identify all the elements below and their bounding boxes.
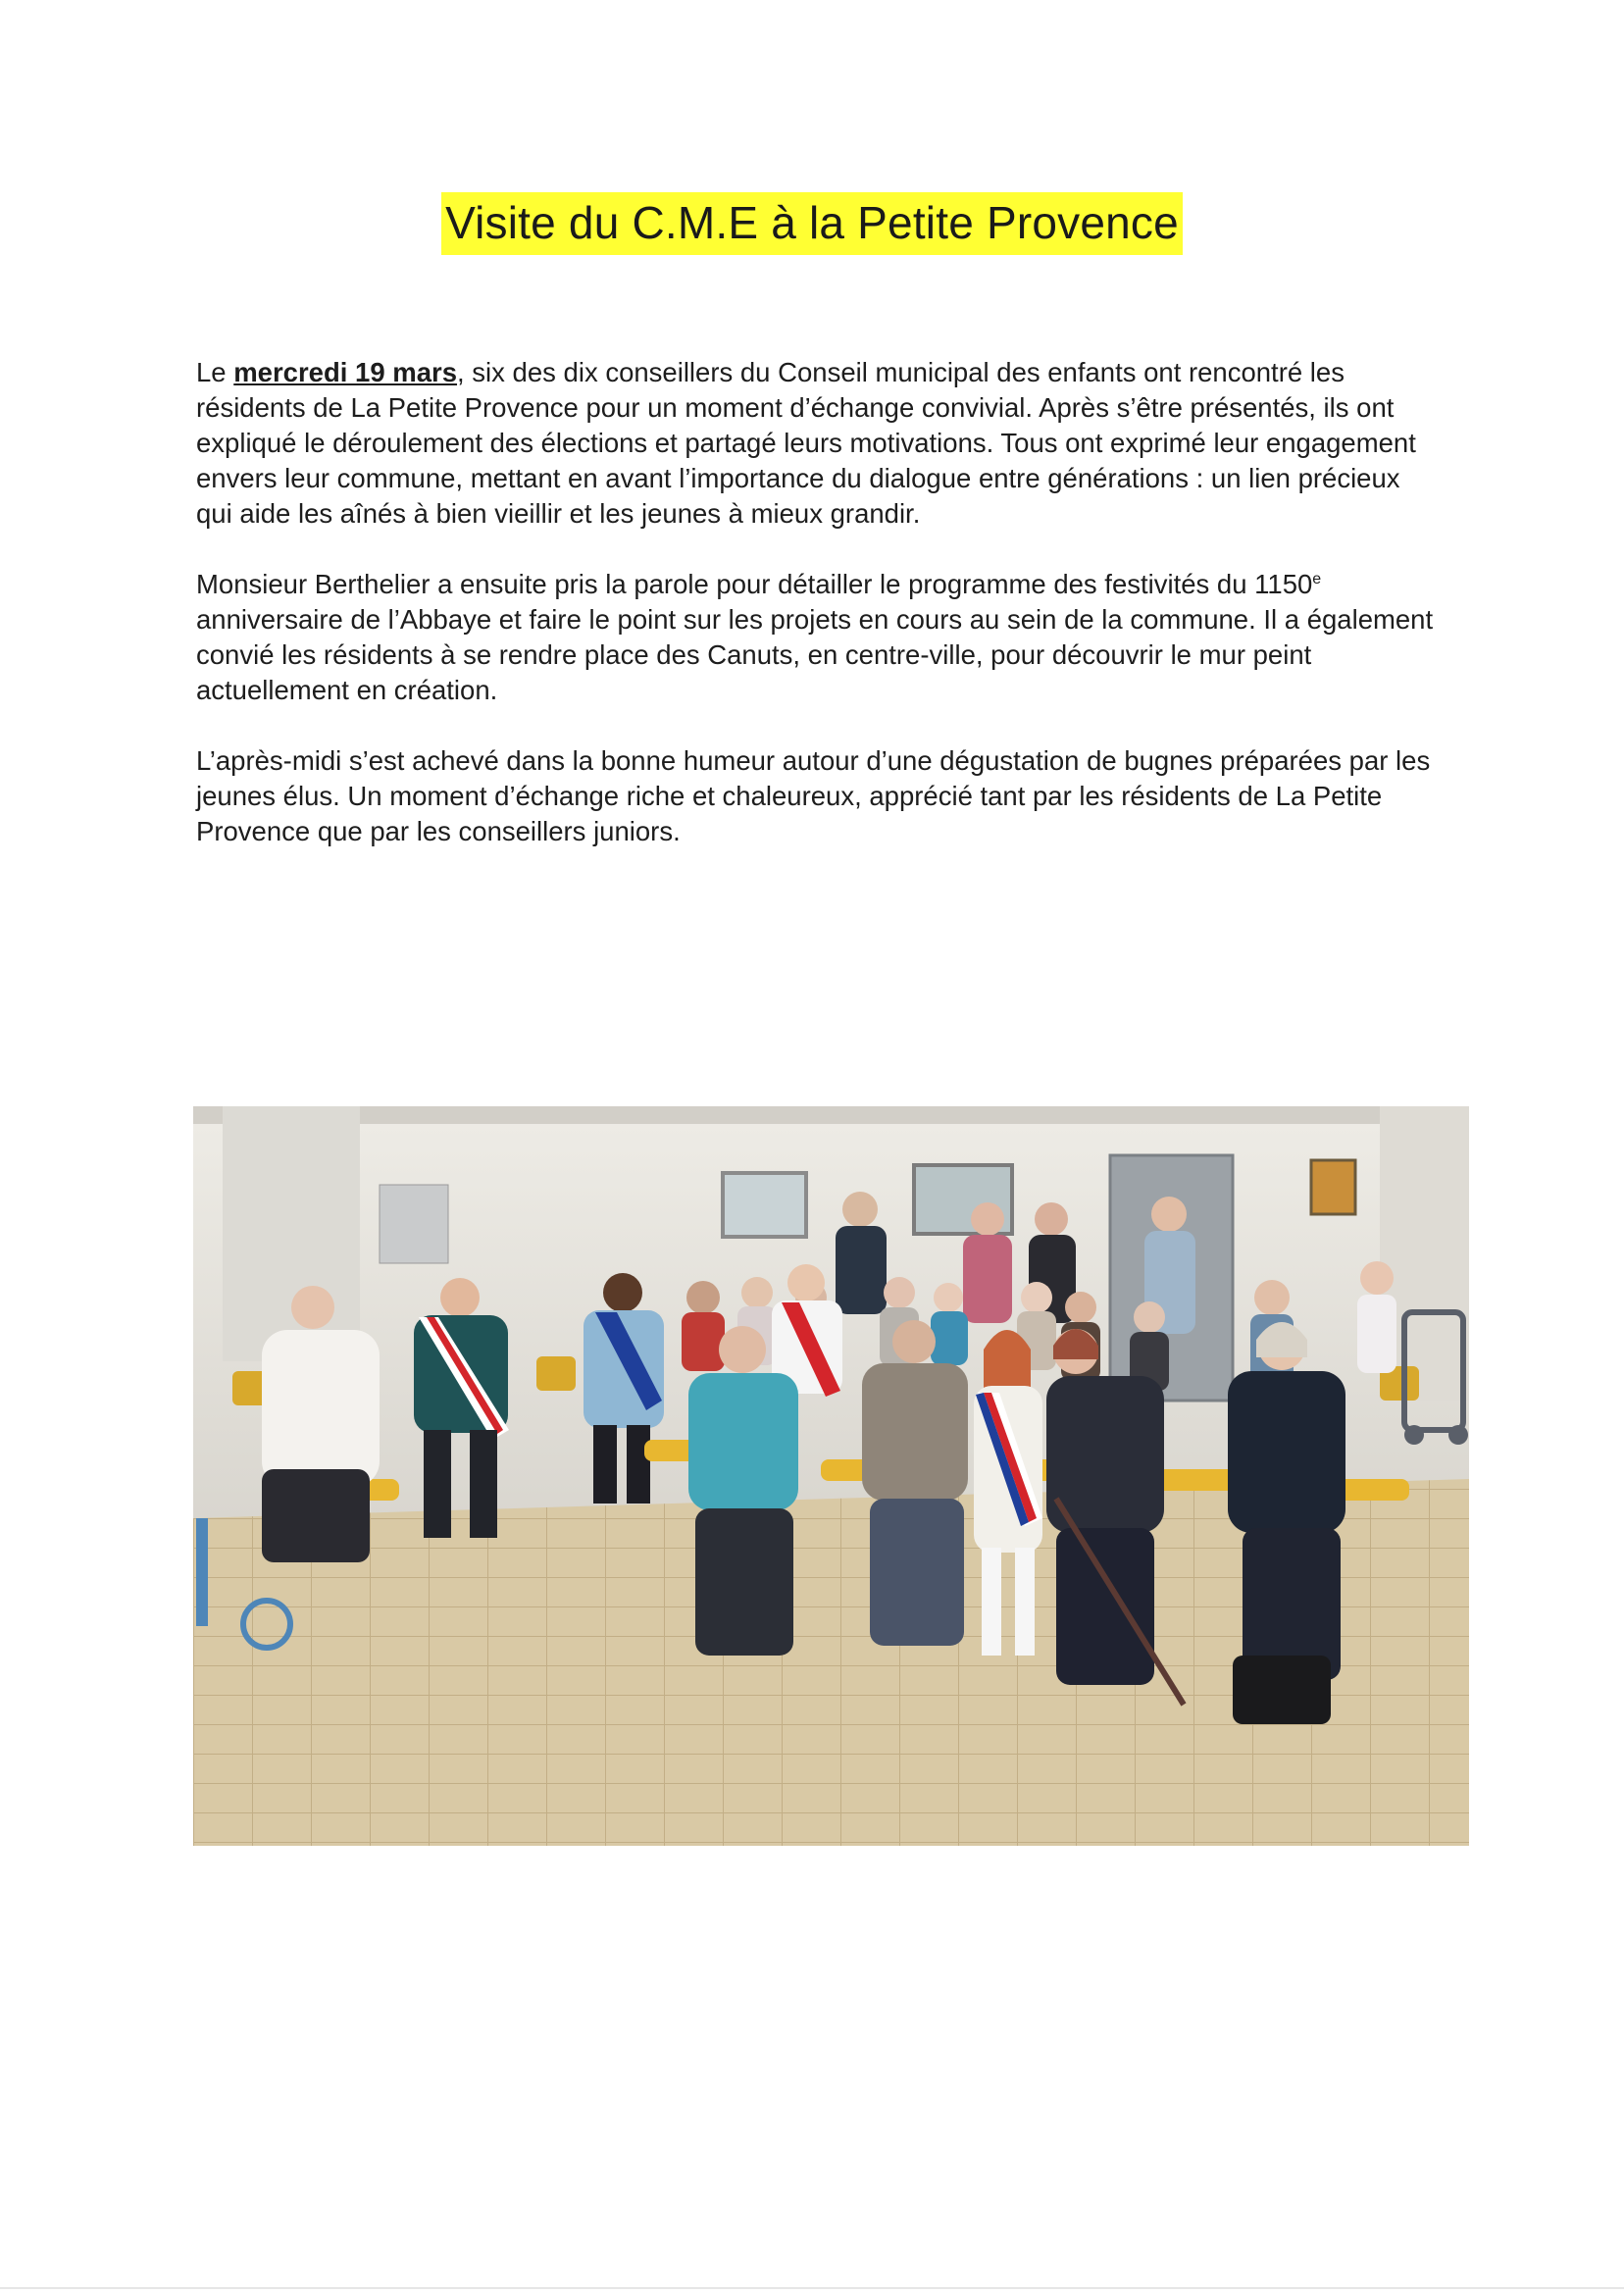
paragraph-1 [196,355,1442,532]
title-container [0,192,1624,255]
paragraph-2-text-end: anniversaire de l’Abbaye et faire le point sur les projets en cours au sein de la commune. Il a également convié les résidents à se rendre place des Canuts, en centre-ville, pour découvrir le mur peint actuellement en création. [196,604,1434,705]
scan-edge-line [0,2287,1624,2289]
group-photo-illustration [193,1106,1469,1846]
page-title: Visite du C.M.E à la Petite Provence [441,192,1183,255]
article-body [196,355,1442,849]
paragraph-2 [196,567,1442,708]
paragraph-3: L’après-midi s’est achevé dans la bonne humeur autour d’une dégustation de bugnes préparées par les jeunes élus. Un moment d’échange riche et chaleureux, apprécié tant par les résidents de La Petite Provence que par les conseillers juniors. [196,745,1431,846]
paragraph-1-text: , six des dix conseillers du Conseil municipal des enfants ont rencontré les résidents de La Petite Provence pour un moment d’échange convivial. Après s’être présentés, ils ont expliqué le déroulement des élections et partagé leurs motivations. Tous ont exprimé leur engagement envers leur commune, mettant en avant l’importance du dialogue entre générations : un lien précieux qui aide les aînés à bien vieillir et les jeunes à mieux grandir. [196,357,1416,529]
wall-window-left [723,1173,806,1237]
date-highlight: mercredi 19 mars [233,357,458,387]
group-photo [193,1106,1469,1846]
paragraph-2-text-start: Monsieur Berthelier a ensuite pris la parole pour détailler le programme des festivités du 1150 [196,569,1313,599]
black-handbag [1233,1656,1331,1724]
ordinal-superscript: e [1312,570,1322,587]
paragraph-1-lead: Le [196,357,234,387]
wall-painting [1311,1160,1355,1214]
